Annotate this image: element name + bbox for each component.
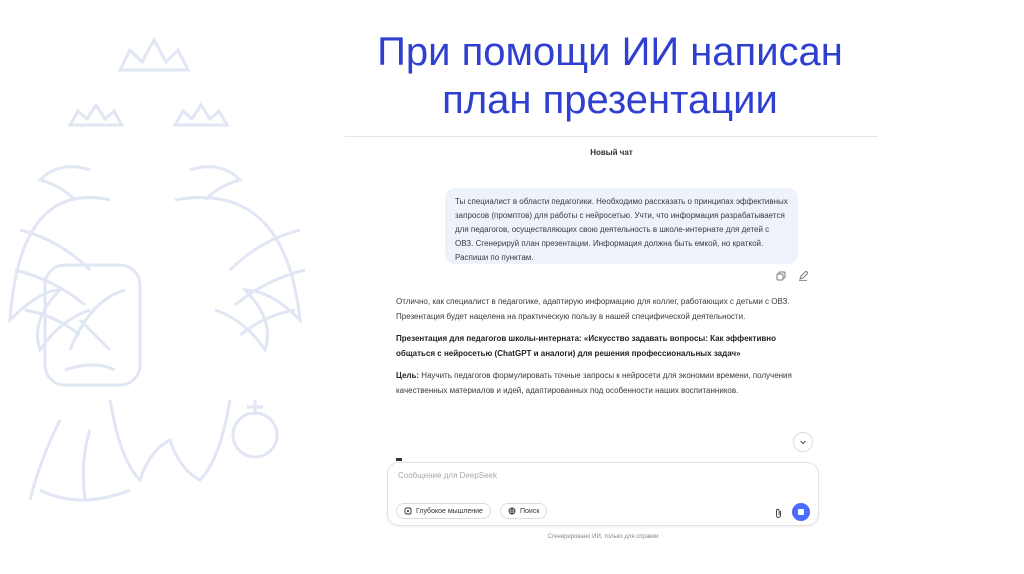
disclaimer-note: Сгенерировано ИИ, только для справки: [547, 534, 659, 540]
paperclip-icon[interactable]: [774, 506, 783, 524]
assistant-heading: Презентация для педагогов школы-интерната: «Искусство задавать вопросы: Как эффективно общаться с нейросетью (ChatGPT и аналоги) для решения профессиональных задач»: [396, 334, 776, 358]
coat-of-arms-watermark: [0, 20, 330, 540]
chevron-down-icon: [799, 438, 807, 446]
message-input[interactable]: [398, 471, 778, 480]
copy-icon[interactable]: [775, 270, 787, 282]
goal-label: Цель:: [396, 371, 420, 380]
pencil-icon[interactable]: [797, 270, 809, 282]
atom-icon: [404, 507, 412, 515]
send-button[interactable]: [792, 503, 810, 521]
message-actions: [775, 270, 809, 282]
search-button[interactable]: [500, 503, 547, 519]
slide-title: [300, 28, 920, 124]
user-message-bubble: Ты специалист в области педагогики. Необходимо рассказать о принципах эффективных запросов (промптов) для работы с нейросетью. Учти, что информация разрабатывается для педагогов, осуществляющих свою деятельность в школе-интернате для детей с ОВЗ. Сгенерируй план презентации. Информация должна быть емкой, но краткой. Распиши по пунктам.: [445, 188, 798, 264]
assistant-goal: [396, 368, 816, 398]
chat-screenshot: [345, 136, 878, 548]
slide-title-line-2: план презентации: [442, 78, 778, 122]
assistant-response: [396, 294, 816, 405]
deep-thinking-button[interactable]: [396, 503, 491, 519]
globe-icon: [508, 507, 516, 515]
deep-thinking-label: Глубокое мышление: [416, 507, 483, 515]
message-composer: [387, 462, 819, 526]
goal-text: Научить педагогов формулировать точные запросы к нейросети для экономии времени, получения качественных материалов и идей, адаптированных под особенности наших воспитанников.: [396, 371, 792, 395]
top-divider: [345, 136, 878, 137]
stop-square-icon: [798, 509, 804, 515]
scroll-down-button[interactable]: [793, 432, 813, 452]
search-label: Поиск: [520, 507, 540, 515]
chat-title: Новый чат: [590, 148, 633, 157]
slide-title-line-1: При помощи ИИ написан: [377, 30, 843, 74]
assistant-paragraph: Отлично, как специалист в педагогике, адаптирую информацию для коллег, работающих с детьми с ОВЗ. Презентация будет нацелена на практическую пользу в нашей специфической деятельности.: [396, 297, 790, 321]
truncated-content: [396, 458, 402, 461]
